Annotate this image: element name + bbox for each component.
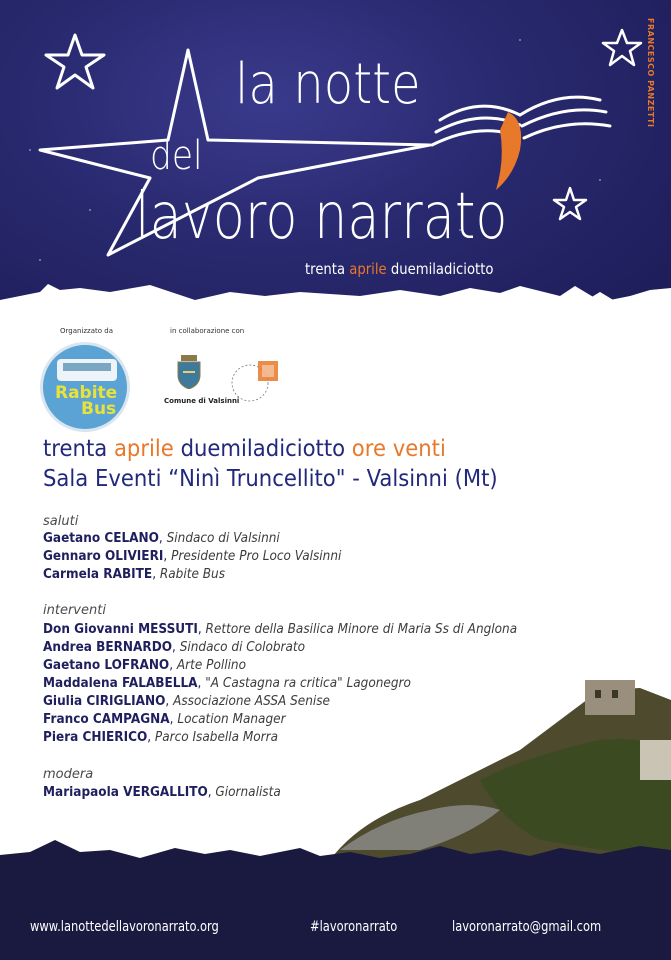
speaker-name: Gaetano CELANO bbox=[43, 531, 159, 546]
speaker-role: Rabite Bus bbox=[159, 567, 226, 582]
program-entry: Andrea BERNARDO, Sindaco di Colobrato bbox=[43, 640, 306, 655]
program-entry: Carmela RABITE, Rabite Bus bbox=[43, 567, 226, 582]
program-entry: Franco CAMPAGNA, Location Manager bbox=[43, 712, 286, 727]
star-icon bbox=[603, 30, 641, 65]
castle-window bbox=[612, 690, 618, 698]
rooftops-bottom bbox=[0, 840, 671, 960]
crest-icon bbox=[176, 355, 202, 389]
castle-window bbox=[595, 690, 601, 698]
speaker-name: Piera CHIERICO bbox=[43, 730, 148, 745]
speaker-role: Associazione ASSA Senise bbox=[173, 694, 330, 709]
rabite-logo-bottom: Bus bbox=[81, 399, 117, 419]
date-month: aprile bbox=[349, 260, 387, 278]
star-icon bbox=[46, 35, 104, 88]
collaboration-label: in collaborazione con bbox=[170, 327, 245, 335]
castle-building bbox=[640, 740, 671, 780]
illustrator-credit: FRANCESCO PANZETTI bbox=[646, 18, 655, 128]
title-line-2: del bbox=[150, 133, 203, 179]
program-entry: Piera CHIERICO, Parco Isabella Morra bbox=[43, 730, 279, 745]
speaker-name: Andrea BERNARDO bbox=[43, 640, 173, 655]
speaker-role: Sindaco di Colobrato bbox=[179, 640, 306, 655]
star-icon bbox=[554, 188, 586, 219]
speaker-role: Location Manager bbox=[177, 712, 286, 727]
rabite-bus-logo bbox=[40, 342, 130, 432]
date-day: trenta bbox=[305, 260, 346, 278]
event-time: ore venti bbox=[351, 436, 446, 462]
header-date bbox=[305, 260, 493, 278]
village-illustration bbox=[0, 660, 671, 960]
speaker-role: Sindaco di Valsinni bbox=[166, 531, 280, 546]
footer-website[interactable]: www.lanottedellavoronarrato.org bbox=[30, 919, 219, 935]
rabite-logo-text bbox=[55, 385, 117, 417]
speaker-role: Arte Pollino bbox=[176, 658, 247, 673]
event-month: aprile bbox=[113, 436, 174, 462]
footer-email[interactable]: lavoronarrato@gmail.com bbox=[452, 919, 602, 935]
program-entry: Gaetano LOFRANO, Arte Pollino bbox=[43, 658, 247, 673]
speaker-role: Presidente Pro Loco Valsinni bbox=[171, 549, 342, 564]
speaker-name: Giulia CIRIGLIANO bbox=[43, 694, 166, 709]
castle-tower bbox=[585, 680, 635, 715]
comune-label: Comune di Valsinni bbox=[164, 397, 240, 405]
speaker-role: Rettore della Basilica Minore di Maria Ss di Anglona bbox=[205, 622, 518, 637]
program-entry: Maddalena FALABELLA, "A Castagna ra critica" Lagonegro bbox=[43, 676, 411, 691]
bus-icon bbox=[57, 359, 117, 381]
bookmark-ribbon-icon bbox=[496, 112, 521, 190]
date-year: duemiladiciotto bbox=[390, 260, 494, 278]
event-day: trenta bbox=[43, 436, 108, 462]
footer-hashtag: #lavoronarrato bbox=[310, 919, 398, 935]
event-year: duemiladiciotto bbox=[180, 436, 346, 462]
title-line-3: lavoro narrato bbox=[135, 180, 508, 254]
speaker-name: Carmela RABITE bbox=[43, 567, 153, 582]
speaker-role: "A Castagna ra critica" Lagonegro bbox=[205, 676, 411, 691]
speaker-name: Gaetano LOFRANO bbox=[43, 658, 170, 673]
speaker-name: Gennaro OLIVIERI bbox=[43, 549, 164, 564]
speaker-name: Mariapaola VERGALLITO bbox=[43, 785, 208, 800]
program-entry: Don Giovanni MESSUTI, Rettore della Basilica Minore di Maria Ss di Anglona bbox=[43, 622, 518, 637]
program-entry: Giulia CIRIGLIANO, Associazione ASSA Senise bbox=[43, 694, 330, 709]
program-entry: Mariapaola VERGALLITO, Giornalista bbox=[43, 785, 281, 800]
speaker-role: Parco Isabella Morra bbox=[154, 730, 279, 745]
event-location: Sala Eventi “Ninì Truncellito" - Valsinni (Mt) bbox=[43, 466, 498, 492]
speaker-role: Giornalista bbox=[215, 785, 281, 800]
speaker-name: Don Giovanni MESSUTI bbox=[43, 622, 198, 637]
speaker-name: Franco CAMPAGNA bbox=[43, 712, 170, 727]
proloco-logo bbox=[228, 353, 284, 409]
rabite-logo-top: Rabite bbox=[55, 383, 118, 403]
title-line-1: la notte bbox=[235, 52, 421, 117]
saluti-label: saluti bbox=[43, 514, 79, 529]
organized-by-label: Organizzato da bbox=[60, 327, 114, 335]
event-date-time bbox=[43, 436, 446, 462]
speaker-name: Maddalena FALABELLA bbox=[43, 676, 198, 691]
program-entry: Gennaro OLIVIERI, Presidente Pro Loco Valsinni bbox=[43, 549, 342, 564]
interventi-label: interventi bbox=[43, 603, 106, 618]
modera-label: modera bbox=[43, 767, 94, 782]
program-entry: Gaetano CELANO, Sindaco di Valsinni bbox=[43, 531, 280, 546]
